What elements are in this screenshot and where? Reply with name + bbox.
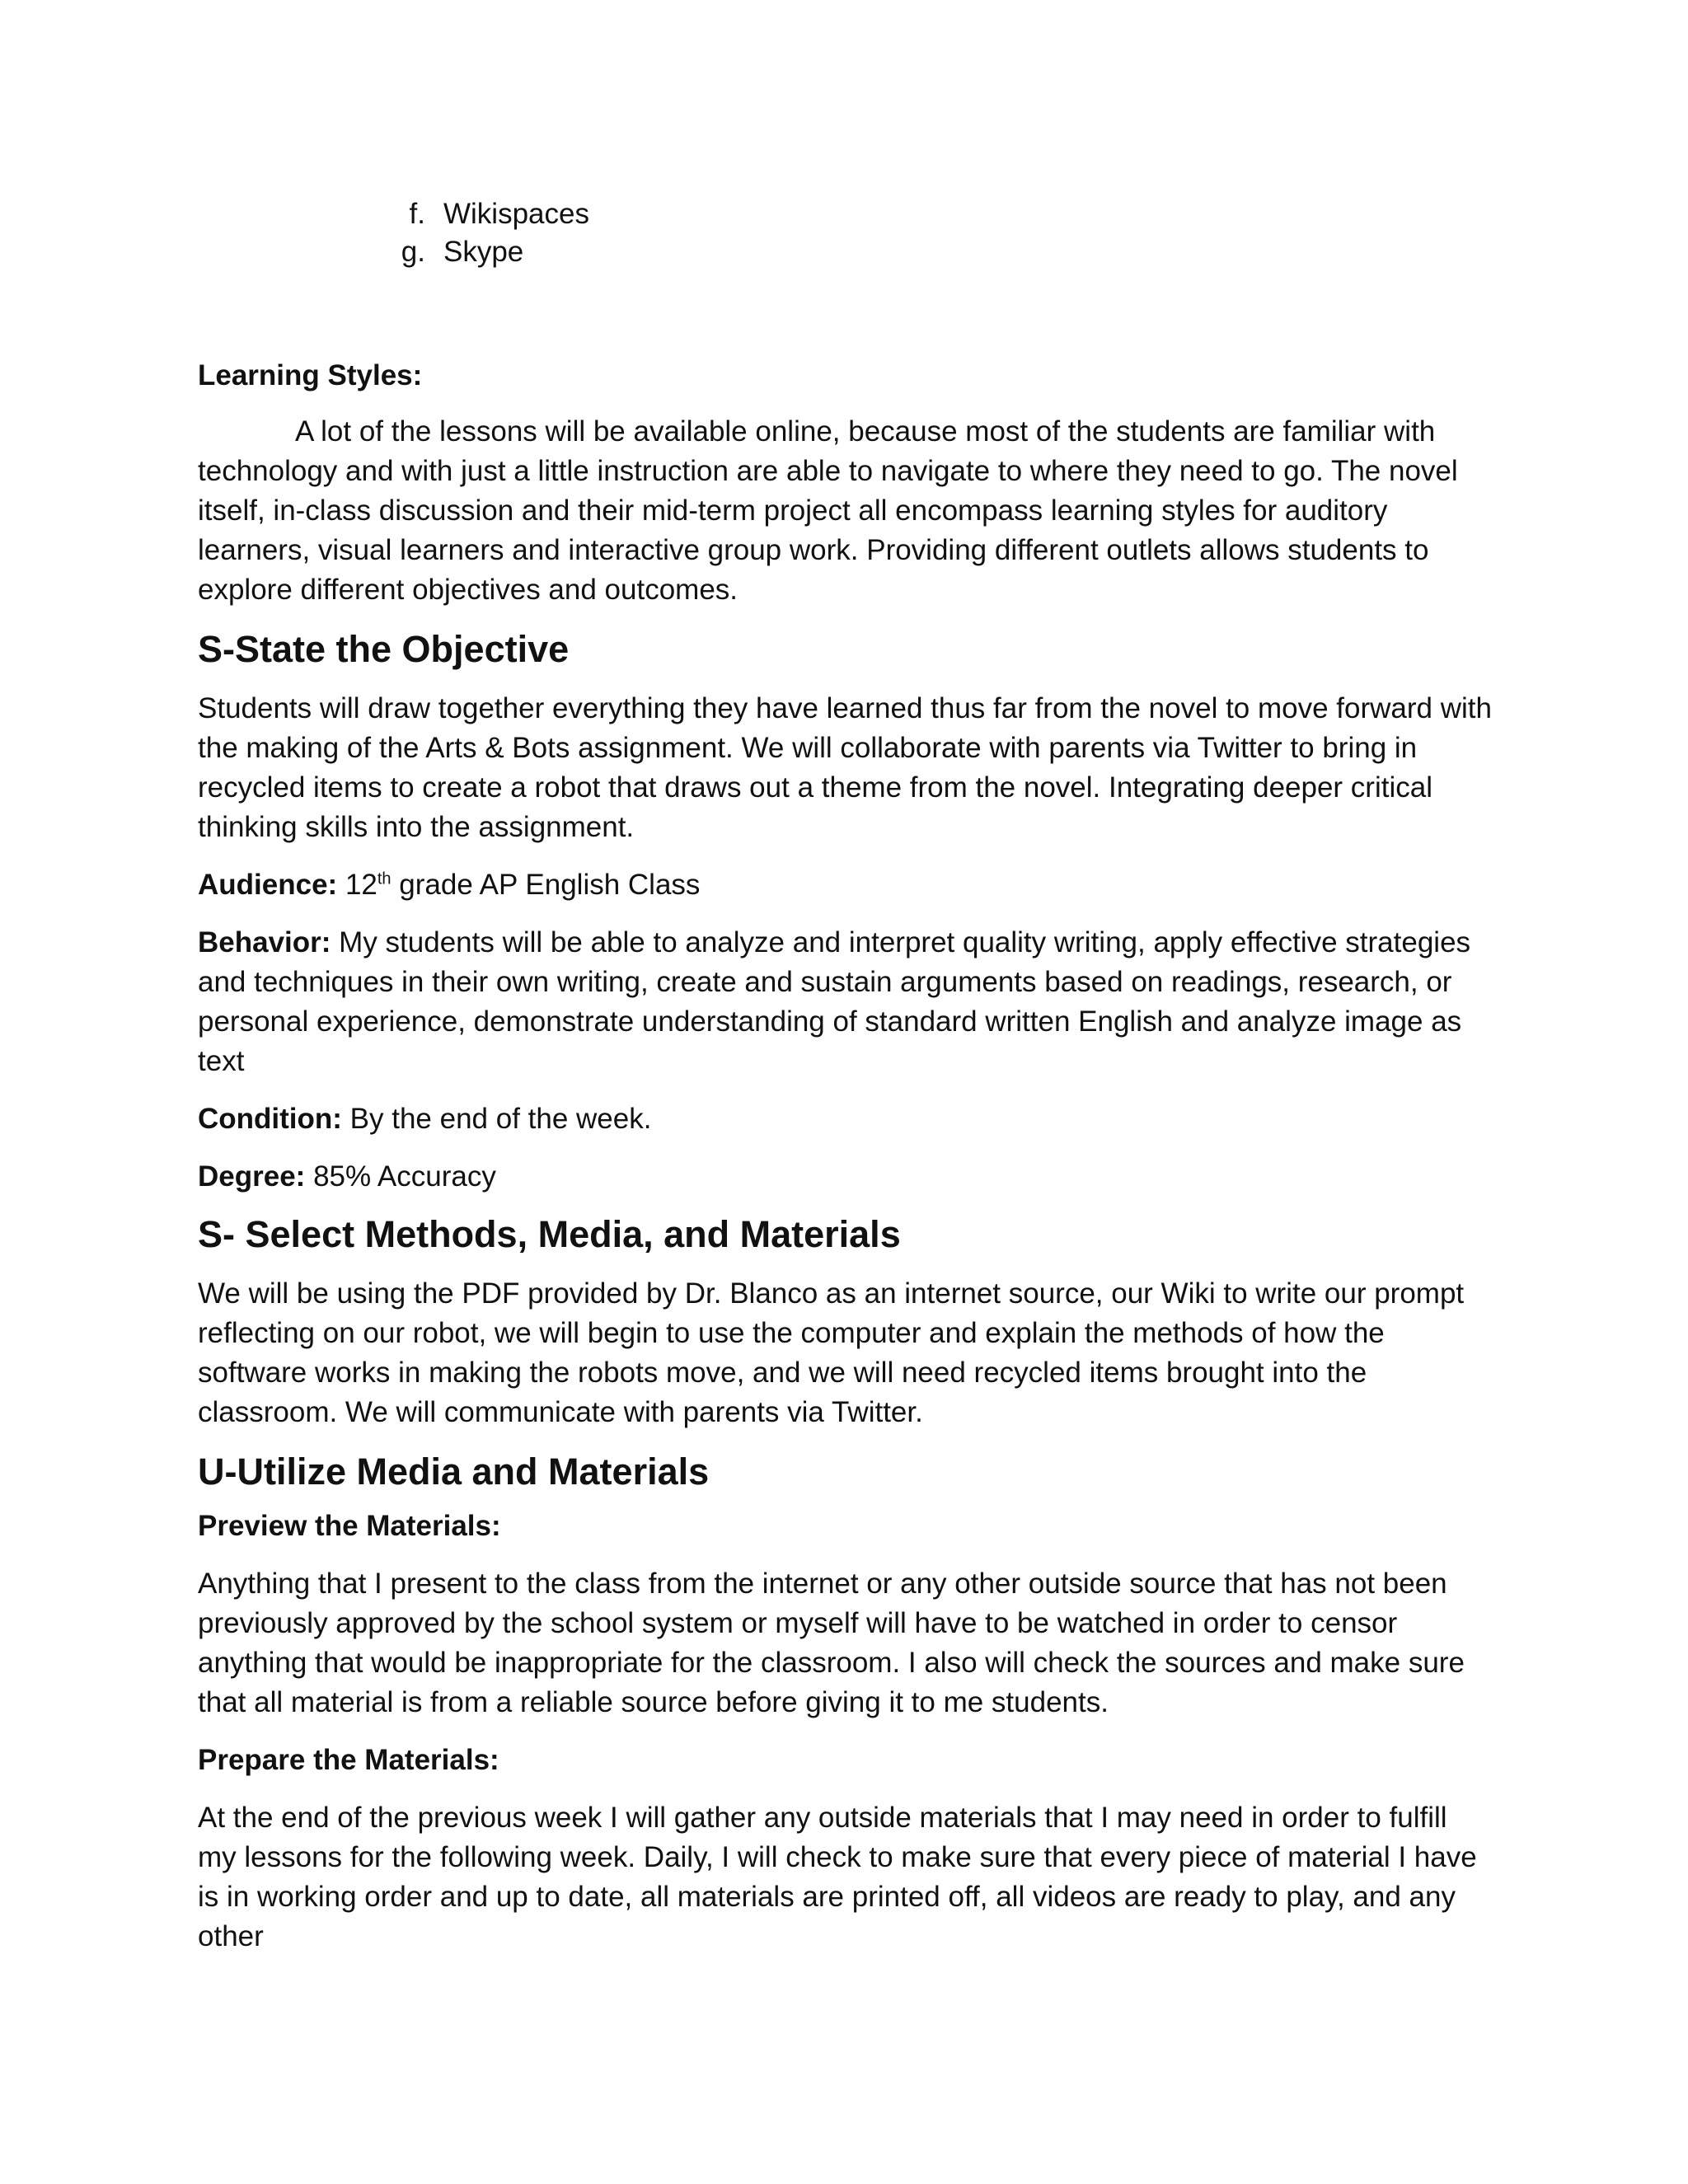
behavior-text: My students will be able to analyze and interpret quality writing, apply effective strategies and techniques in their own writing, create and sustain arguments based on readings, research, or personal experience, demonstrate understanding of standard written English and analyze image as text xyxy=(198,926,1471,1077)
state-objective-paragraph: Students will draw together everything they have learned thus far from the novel to move forward with the making of the Arts & Bots assignment. We will collaborate with parents via Twitter to bring in recycled items to create a robot that draws out a theme from the novel. Integrating deeper critical thinking skills into the assignment. xyxy=(198,692,1492,843)
audience-line xyxy=(198,865,1492,905)
preview-materials-paragraph: Anything that I present to the class from the internet or any other outside source that has not been previously approved by the school system or myself will have to be watched in order to censor anything that would be inappropriate for the classroom. I also will check the sources and make sure that all material is from a reliable source before giving it to me students. xyxy=(198,1568,1465,1718)
degree-text: 85% Accuracy xyxy=(313,1160,496,1193)
audience-grade-suffix: th xyxy=(377,869,392,888)
list-item-text: Wikispaces xyxy=(443,198,589,230)
state-objective-heading: S-State the Objective xyxy=(198,628,570,670)
continued-list xyxy=(387,195,589,271)
audience-grade-number: 12 xyxy=(345,869,377,901)
list-item xyxy=(387,233,589,271)
utilize-media-heading: U-Utilize Media and Materials xyxy=(198,1451,710,1493)
preview-materials-heading: Preview the Materials: xyxy=(198,1510,501,1542)
degree-line xyxy=(198,1157,1492,1197)
list-item-text: Skype xyxy=(443,236,524,268)
behavior-label: Behavior: xyxy=(198,926,331,958)
learning-styles-heading: Learning Styles: xyxy=(198,359,423,391)
list-item xyxy=(387,195,589,233)
condition-text: By the end of the week. xyxy=(349,1103,652,1135)
audience-value: grade AP English Class xyxy=(399,869,701,901)
list-marker: f. xyxy=(409,198,425,230)
list-marker: g. xyxy=(401,236,425,268)
select-methods-paragraph: We will be using the PDF provided by Dr. Blanco as an internet source, our Wiki to write our prompt reflecting on our robot, we will begin to use the computer and explain the methods of how the software works in making the robots move, and we will need recycled items brought into the classroom. We will communicate with parents via Twitter. xyxy=(198,1277,1465,1428)
learning-styles-paragraph: A lot of the lessons will be available online, because most of the students are familiar with technology and with just a little instruction are able to navigate to where they need to go. The novel itself, in-class discussion and their mid-term project all encompass learning styles for auditory learners, visual learners and interactive group work. Providing different outlets allows students to explore different objectives and outcomes. xyxy=(198,415,1458,606)
prepare-materials-paragraph: At the end of the previous week I will gather any outside materials that I may need in order to fulfill my lessons for the following week. Daily, I will check to make sure that every piece of material I have is in working order and up to date, all materials are printed off, all videos are ready to play, and any other xyxy=(198,1802,1477,1952)
prepare-materials-heading: Prepare the Materials: xyxy=(198,1744,499,1776)
select-methods-heading: S- Select Methods, Media, and Materials xyxy=(198,1213,901,1255)
degree-label: Degree: xyxy=(198,1160,306,1193)
document-body xyxy=(198,356,1492,1957)
audience-label: Audience: xyxy=(198,869,338,901)
condition-line xyxy=(198,1099,1492,1139)
condition-label: Condition: xyxy=(198,1103,342,1135)
behavior-paragraph xyxy=(198,923,1492,1081)
